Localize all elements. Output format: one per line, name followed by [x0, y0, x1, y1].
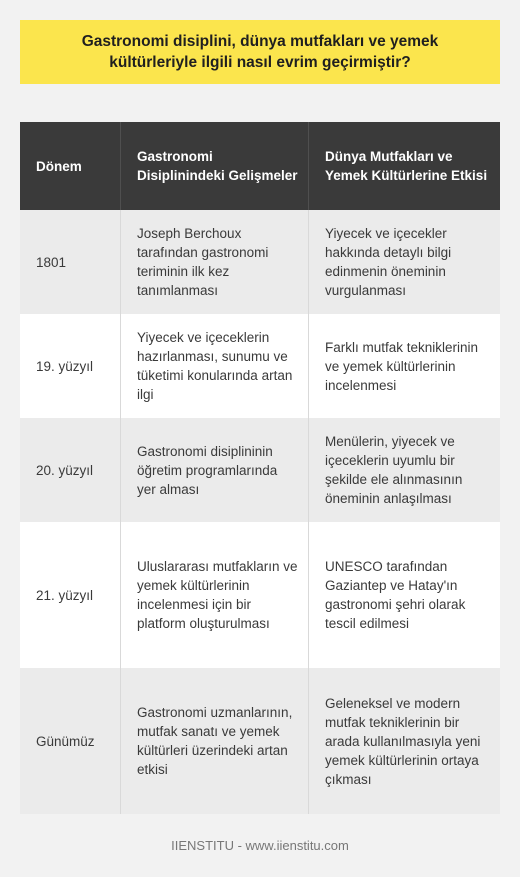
table-row [20, 210, 500, 314]
table-row [20, 418, 500, 522]
evolution-table [20, 122, 500, 814]
cell-development: Gastronomi uzmanlarının, mutfak sanatı ve yemek kültürleri üzerindeki artan etkisi [120, 668, 308, 814]
table-header-row [20, 122, 500, 210]
cell-period: 19. yüzyıl [20, 314, 120, 418]
cell-development: Gastronomi disiplininin öğretim programlarında yer alması [120, 418, 308, 522]
cell-period: Günümüz [20, 668, 120, 814]
cell-impact: UNESCO tarafından Gaziantep ve Hatay'ın gastronomi şehri olarak tescil edilmesi [308, 522, 500, 668]
cell-period: 21. yüzyıl [20, 522, 120, 668]
table-row [20, 668, 500, 814]
cell-period: 1801 [20, 210, 120, 314]
cell-impact: Menülerin, yiyecek ve içeceklerin uyumlu bir şekilde ele alınmasının öneminin anlaşılması [308, 418, 500, 522]
page-title: Gastronomi disiplini, dünya mutfakları ve yemek kültürleriyle ilgili nasıl evrim geçirmiştir? [81, 33, 439, 71]
footer-credit: IIENSTITU - www.iienstitu.com [171, 838, 349, 853]
cell-period: 20. yüzyıl [20, 418, 120, 522]
table-row [20, 314, 500, 418]
header-impact: Dünya Mutfakları ve Yemek Kültürlerine Etkisi [308, 122, 500, 210]
cell-development: Uluslararası mutfakların ve yemek kültürlerinin incelenmesi için bir platform oluşturulması [120, 522, 308, 668]
cell-development: Yiyecek ve içeceklerin hazırlanması, sunumu ve tüketimi konularında artan ilgi [120, 314, 308, 418]
cell-development: Joseph Berchoux tarafından gastronomi teriminin ilk kez tanımlanması [120, 210, 308, 314]
cell-impact: Farklı mutfak tekniklerinin ve yemek kültürlerinin incelenmesi [308, 314, 500, 418]
title-banner [20, 20, 500, 84]
cell-impact: Geleneksel ve modern mutfak tekniklerinin bir arada kullanılmasıyla yeni yemek kültürlerinin ortaya çıkması [308, 668, 500, 814]
cell-impact: Yiyecek ve içecekler hakkında detaylı bilgi edinmenin öneminin vurgulanması [308, 210, 500, 314]
header-period: Dönem [20, 122, 120, 210]
header-developments: Gastronomi Disiplinindeki Gelişmeler [120, 122, 308, 210]
table-row [20, 522, 500, 668]
